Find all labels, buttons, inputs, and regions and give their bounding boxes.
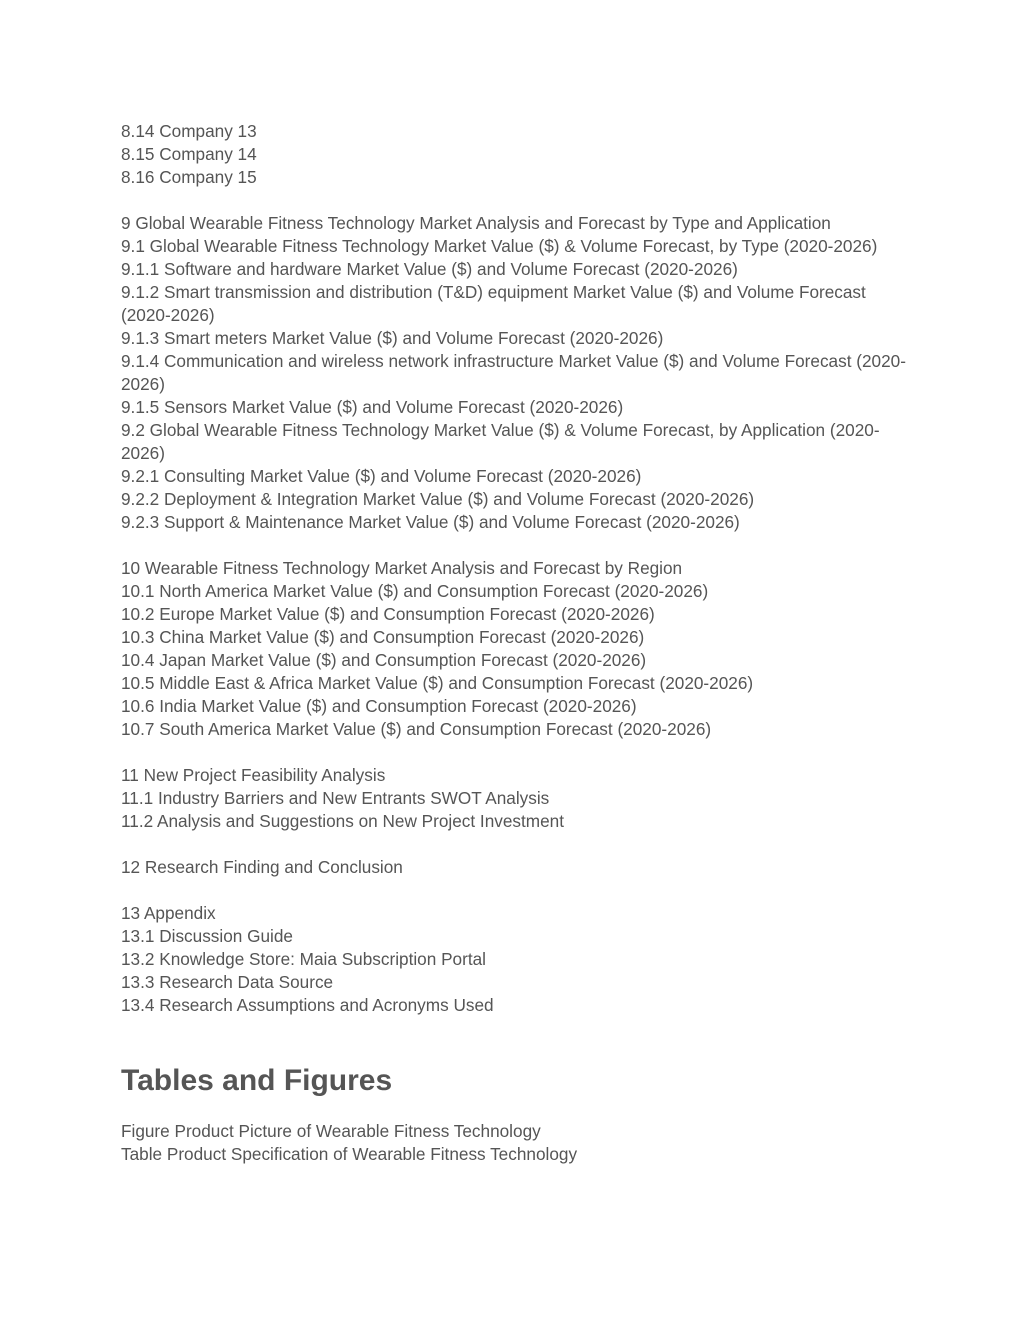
toc-group <box>121 764 911 833</box>
toc-entry: 10.4 Japan Market Value ($) and Consumption Forecast (2020-2026) <box>121 650 647 670</box>
toc-entry: 8.16 Company 15 <box>121 167 257 187</box>
toc-entry: 9.1.2 Smart transmission and distribution (T&D) equipment Market Value ($) and Volume Forecast (2020-2026) <box>121 282 866 325</box>
toc-entry: 8.14 Company 13 <box>121 121 257 141</box>
toc-entry: 9.2.1 Consulting Market Value ($) and Volume Forecast (2020-2026) <box>121 466 642 486</box>
toc-group <box>121 120 911 189</box>
toc-entry: 8.15 Company 14 <box>121 144 257 164</box>
document-page <box>121 120 911 1166</box>
figure-table-entry: Table Product Specification of Wearable Fitness Technology <box>121 1144 578 1164</box>
toc-entry: 9.1.4 Communication and wireless network infrastructure Market Value ($) and Volume Forecast (2020-2026) <box>121 351 906 394</box>
toc-entry: 13.4 Research Assumptions and Acronyms Used <box>121 995 494 1015</box>
toc-entry: 10.7 South America Market Value ($) and Consumption Forecast (2020-2026) <box>121 719 712 739</box>
toc-entry: 9.2.3 Support & Maintenance Market Value ($) and Volume Forecast (2020-2026) <box>121 512 740 532</box>
toc-entry: 11.2 Analysis and Suggestions on New Project Investment <box>121 811 564 831</box>
toc-entry: 9.1.1 Software and hardware Market Value ($) and Volume Forecast (2020-2026) <box>121 259 738 279</box>
toc-entry: 9.1 Global Wearable Fitness Technology Market Value ($) & Volume Forecast, by Type (2020-2026) <box>121 236 878 256</box>
toc-entry: 9 Global Wearable Fitness Technology Market Analysis and Forecast by Type and Application <box>121 213 831 233</box>
toc-entry: 11.1 Industry Barriers and New Entrants SWOT Analysis <box>121 788 550 808</box>
toc-group <box>121 212 911 534</box>
toc-entry: 13.3 Research Data Source <box>121 972 334 992</box>
toc-entry: 13.2 Knowledge Store: Maia Subscription Portal <box>121 949 486 969</box>
toc-entry: 12 Research Finding and Conclusion <box>121 857 403 877</box>
toc-entry: 13.1 Discussion Guide <box>121 926 293 946</box>
toc-entry: 9.2.2 Deployment & Integration Market Value ($) and Volume Forecast (2020-2026) <box>121 489 755 509</box>
toc-group <box>121 557 911 741</box>
toc-entry: 9.2 Global Wearable Fitness Technology Market Value ($) & Volume Forecast, by Application (2020-2026) <box>121 420 880 463</box>
tables-and-figures-heading: Tables and Figures <box>121 1064 393 1097</box>
toc-entry: 10.1 North America Market Value ($) and Consumption Forecast (2020-2026) <box>121 581 709 601</box>
toc-entry: 11 New Project Feasibility Analysis <box>121 765 386 785</box>
toc-entry: 9.1.5 Sensors Market Value ($) and Volume Forecast (2020-2026) <box>121 397 624 417</box>
toc-entry: 10.6 India Market Value ($) and Consumption Forecast (2020-2026) <box>121 696 637 716</box>
table-of-contents <box>121 120 911 1017</box>
toc-entry: 10.5 Middle East & Africa Market Value ($) and Consumption Forecast (2020-2026) <box>121 673 754 693</box>
toc-entry: 10 Wearable Fitness Technology Market Analysis and Forecast by Region <box>121 558 683 578</box>
toc-group <box>121 856 911 879</box>
figure-table-entry: Figure Product Picture of Wearable Fitness Technology <box>121 1121 541 1141</box>
toc-entry: 9.1.3 Smart meters Market Value ($) and Volume Forecast (2020-2026) <box>121 328 664 348</box>
tables-and-figures-list <box>121 1120 911 1166</box>
toc-entry: 10.3 China Market Value ($) and Consumption Forecast (2020-2026) <box>121 627 645 647</box>
toc-entry: 10.2 Europe Market Value ($) and Consumption Forecast (2020-2026) <box>121 604 655 624</box>
toc-entry: 13 Appendix <box>121 903 216 923</box>
toc-group <box>121 902 911 1017</box>
